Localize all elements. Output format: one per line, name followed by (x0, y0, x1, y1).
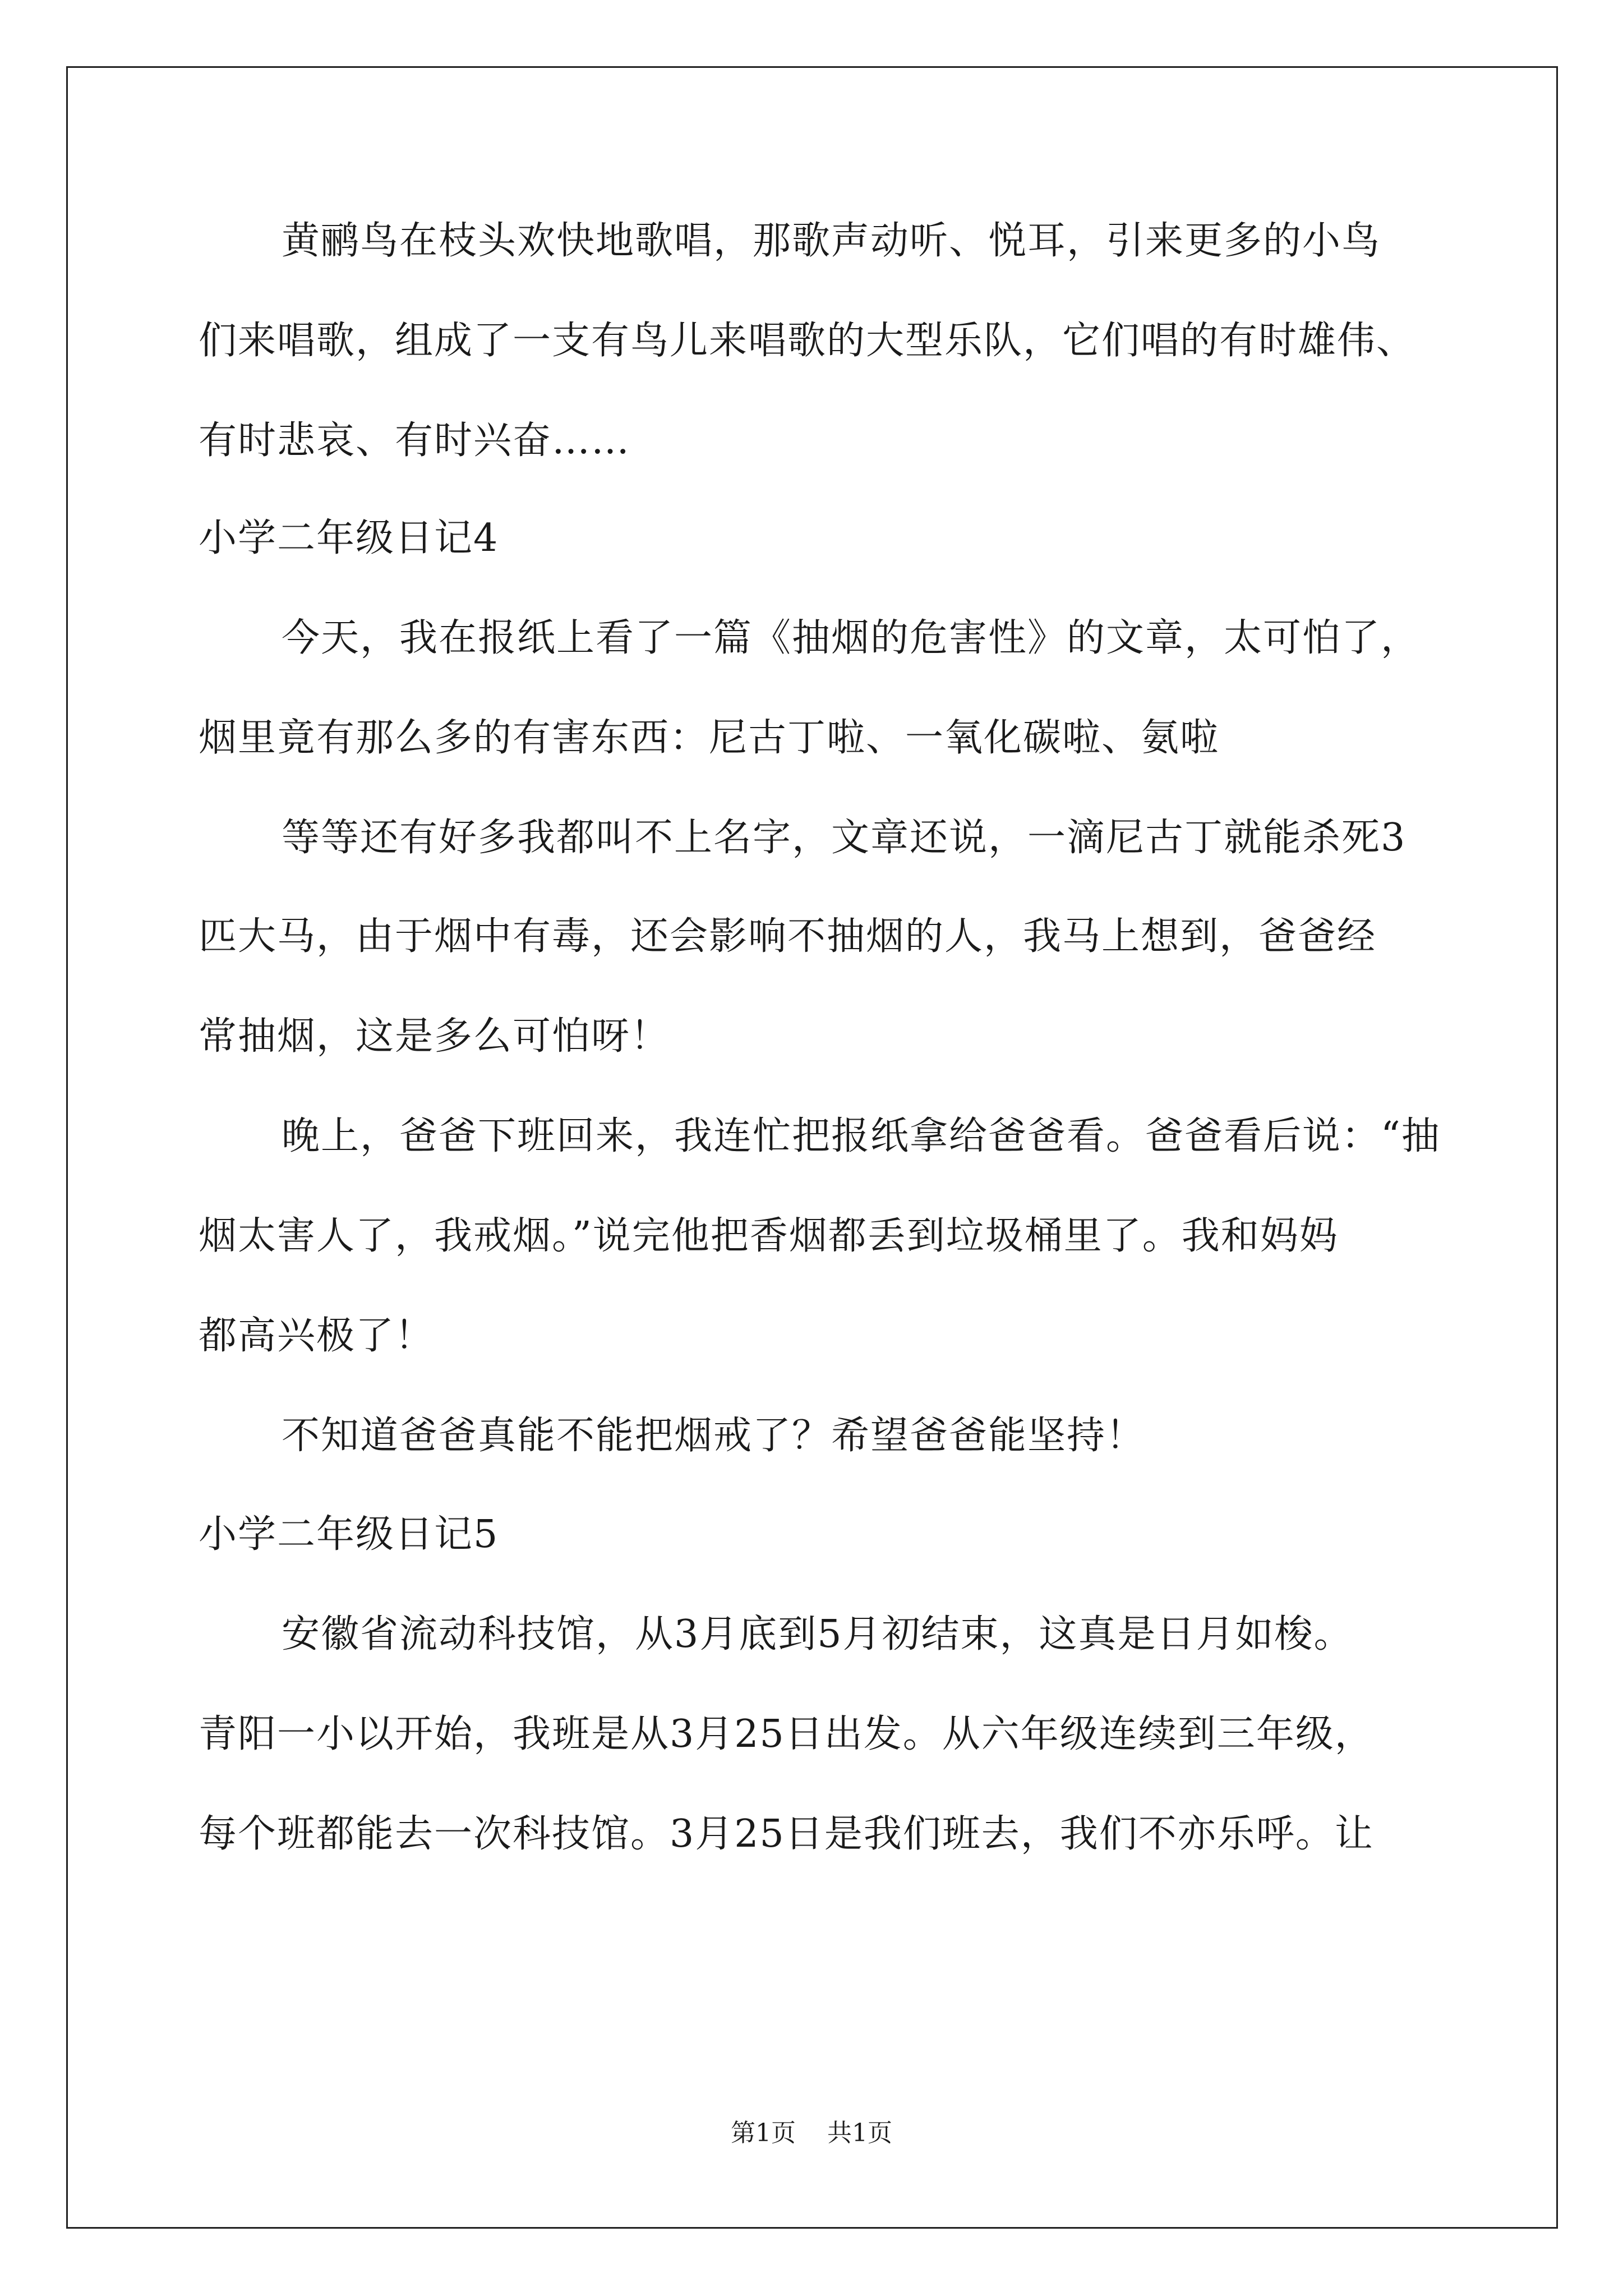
text-line: 都高兴极了！ (199, 1314, 435, 1358)
text-line: 晚上，爸爸下班回来，我连忙把报纸拿给爸爸看。爸爸看后说：“抽 (282, 1114, 1441, 1158)
text-line: 们来唱歌，组成了一支有鸟儿来唱歌的大型乐队，它们唱的有时雄伟、 (199, 319, 1416, 363)
text-line: 烟太害人了，我戒烟。”说完他把香烟都丢到垃圾桶里了。我和妈妈 (199, 1214, 1339, 1258)
text-line: 黄鹂鸟在枝头欢快地歌唱，那歌声动听、悦耳，引来更多的小鸟 (282, 219, 1381, 263)
text-line: 不知道爸爸真能不能把烟戒了？希望爸爸能坚持！ (282, 1414, 1146, 1458)
text-line: 每个班都能去一次科技馆。3月25日是我们班去，我们不亦乐呼。让 (199, 1812, 1374, 1856)
text-line: 常抽烟，这是多么可怕呀！ (199, 1014, 670, 1059)
section-heading: 小学二年级日记4 (199, 516, 499, 560)
text-line: 匹大马，由于烟中有毒，还会影响不抽烟的人，我马上想到，爸爸经 (199, 914, 1377, 959)
text-line: 安徽省流动科技馆，从3月底到5月初结束，这真是日月如梭。 (282, 1612, 1353, 1657)
text-line: 有时悲哀、有时兴奋…… (199, 418, 631, 463)
text-line: 烟里竟有那么多的有害东西：尼古丁啦、一氧化碳啦、氨啦 (199, 716, 1220, 760)
text-line: 等等还有好多我都叫不上名字，文章还说，一滴尼古丁就能杀死3 (282, 816, 1407, 860)
section-heading: 小学二年级日记5 (199, 1512, 499, 1557)
text-line: 青阳一小以开始，我班是从3月25日出发。从六年级连续到三年级， (199, 1712, 1374, 1756)
text-line: 今天，我在报纸上看了一篇《抽烟的危害性》的文章，太可怕了， (282, 616, 1421, 660)
page-number: 第1页 共1页 (731, 2119, 892, 2147)
